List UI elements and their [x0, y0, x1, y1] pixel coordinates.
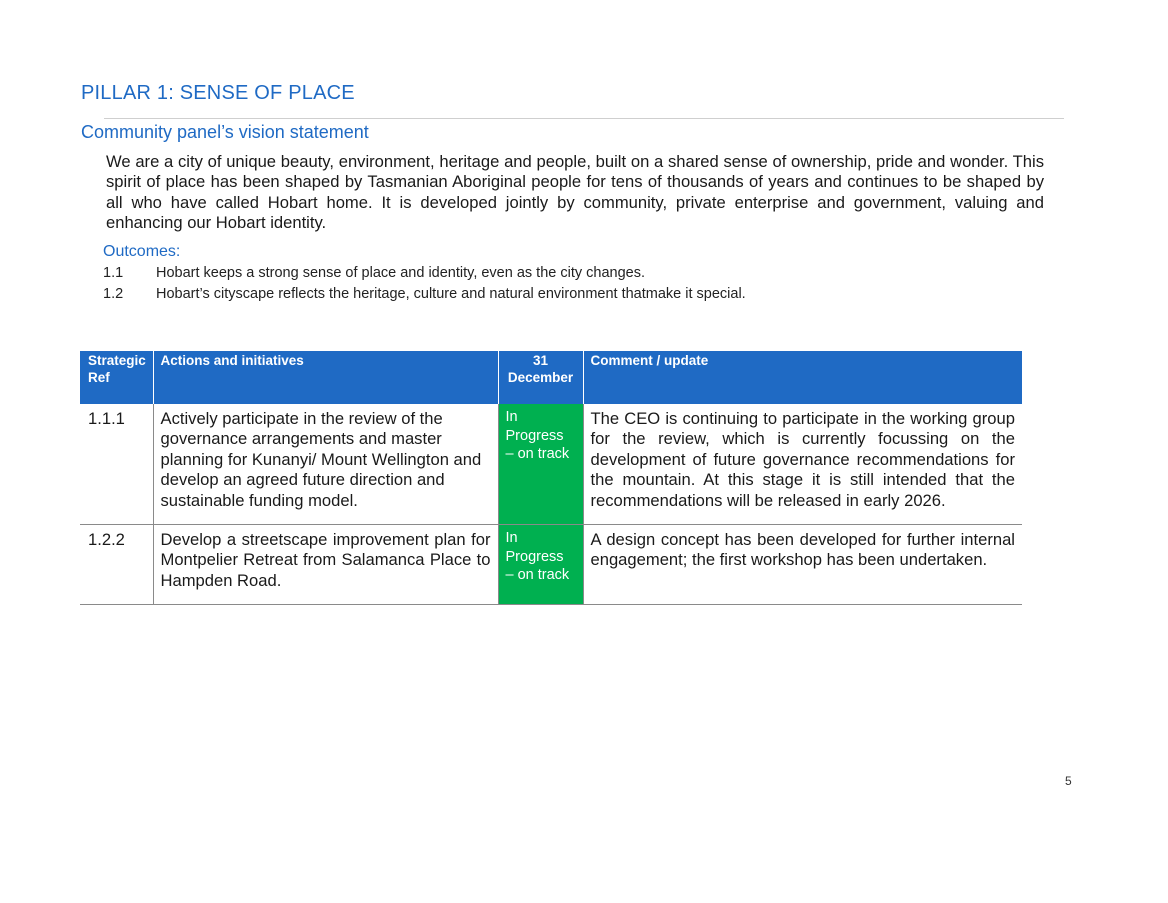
title-divider — [104, 118, 1064, 119]
table-row — [80, 525, 1022, 605]
status-badge: In Progress – on track — [498, 525, 583, 605]
page-number: 5 — [1065, 774, 1072, 788]
outcome-text: Hobart keeps a strong sense of place and identity, even as the city changes. — [156, 265, 645, 281]
actions-table — [80, 351, 1022, 605]
row-comment: The CEO is continuing to participate in the working group for the review, which is currently focussing on the development of future governance recommendations for the mountain. At this stage it is still intended that the recommendations will be released in early 2026. — [583, 404, 1022, 525]
page-title: PILLAR 1: SENSE OF PLACE — [81, 82, 355, 104]
table-row — [80, 404, 1022, 525]
outcomes-heading: Outcomes: — [103, 243, 181, 260]
status-badge: In Progress – on track — [498, 404, 583, 525]
vision-statement: We are a city of unique beauty, environment, heritage and people, built on a shared sense of ownership, pride and wonder. This spirit of place has been shaped by Tasmanian Aboriginal people for tens of thousands of years and continues to be shaped by all who have called Hobart home. It is developed jointly by community, private enterprise and government, valuing and enhancing our Hobart identity. — [106, 152, 1044, 233]
header-date: 31 December — [498, 351, 583, 404]
table-header-row — [80, 351, 1022, 404]
header-actions: Actions and initiatives — [153, 351, 498, 404]
outcome-number: 1.2 — [103, 286, 124, 302]
row-ref: 1.2.2 — [80, 525, 153, 605]
section-heading: Community panel’s vision statement — [81, 122, 369, 142]
header-comment: Comment / update — [583, 351, 1022, 404]
row-action: Develop a streetscape improvement plan for Montpelier Retreat from Salamanca Place to Hampden Road. — [153, 525, 498, 605]
header-strategic-ref: Strategic Ref — [80, 351, 153, 404]
outcome-text: Hobart’s cityscape reflects the heritage, culture and natural environment thatmake it special. — [156, 286, 746, 302]
row-action: Actively participate in the review of the governance arrangements and master planning for Kunanyi/ Mount Wellington and develop an agreed future direction and sustainable funding model. — [153, 404, 498, 525]
outcome-number: 1.1 — [103, 265, 124, 281]
row-comment: A design concept has been developed for further internal engagement; the first workshop has been undertaken. — [583, 525, 1022, 605]
row-ref: 1.1.1 — [80, 404, 153, 525]
